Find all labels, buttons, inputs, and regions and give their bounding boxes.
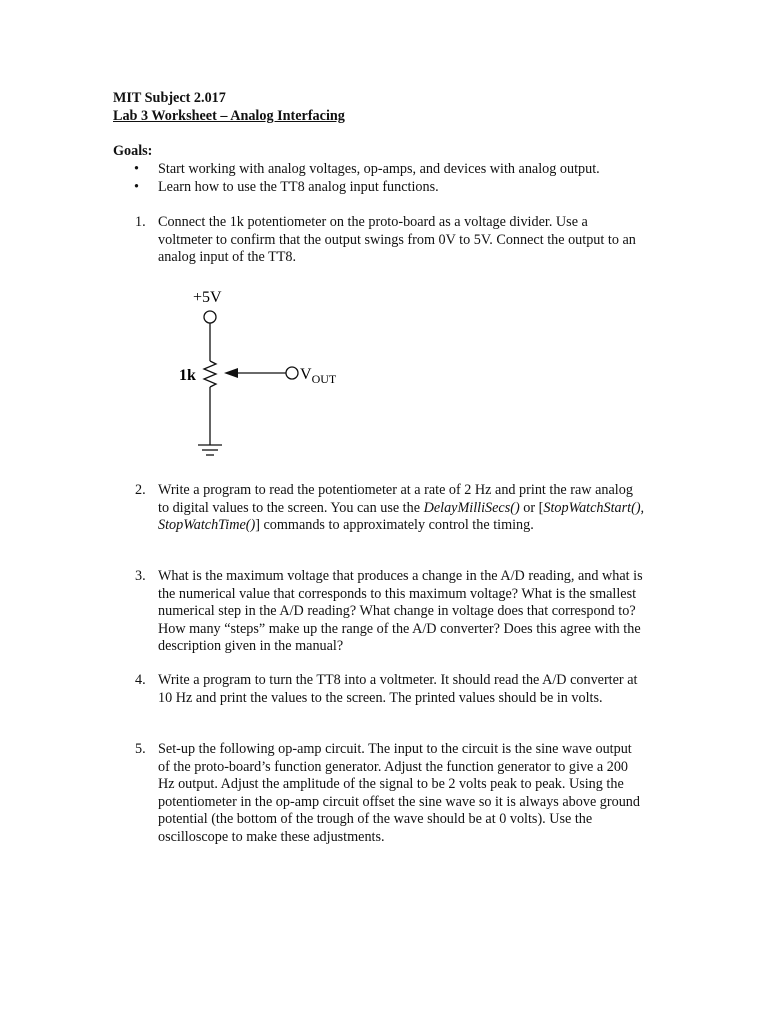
step-text: Write a program to turn the TT8 into a voltmeter. It should read the A/D converter at 10 Hz and print the values to the screen. The printed values should be in volts.: [158, 672, 638, 706]
supply-terminal: [204, 311, 216, 323]
step-number: 2.: [135, 482, 146, 498]
goal-item: [134, 179, 439, 197]
document-title: MIT Subject 2.017: [113, 90, 226, 106]
step-text: [158, 482, 645, 535]
step-text: What is the maximum voltage that produces a change in the A/D reading, and what is the numerical value that corresponds to this maximum voltage? What is the smallest numerical step in the A/D reading? What change in voltage does that correspond to? How many “steps” make up the range of the A/D converter? Does this agree with the description given in the manual?: [158, 568, 643, 655]
goal-text: Start working with analog voltages, op-amps, and devices with analog output.: [158, 161, 600, 177]
output-terminal: [286, 367, 298, 379]
bullet-icon: •: [134, 179, 139, 195]
goal-item: [134, 161, 600, 179]
output-label: $V_{OUT}$: [300, 366, 337, 386]
step-4: [135, 672, 645, 707]
goal-text: Learn how to use the TT8 analog input functions.: [158, 179, 439, 195]
step-number: 4.: [135, 672, 146, 688]
resistor-icon: [204, 361, 216, 387]
step-text-part: or [: [519, 499, 544, 516]
wiper-arrow-icon: [224, 368, 238, 378]
step-5: [135, 741, 645, 847]
step-2: [135, 482, 645, 535]
goals-heading: Goals:: [113, 143, 153, 159]
document-subtitle: Lab 3 Worksheet – Analog Interfacing: [113, 108, 345, 124]
resistor-label: 1k: [179, 367, 196, 384]
step-text: Set-up the following op-amp circuit. The input to the circuit is the sine wave output of the proto-board’s function generator. Adjust the function generator to give a 200 Hz output. Adjust the amplitude of the signal to be 2 volts peak to peak. Using the potentiometer in the op-amp circuit offset the sine wave so it is always above ground potential (the bottom of the trough of the wave should be at 0 volts). Use the oscilloscope to make these adjustments.: [158, 741, 640, 845]
step-number: 3.: [135, 568, 146, 584]
step-text: Connect the 1k potentiometer on the proto-board as a voltage divider. Use a voltmeter to confirm that the output swings from 0V to 5V. Connect the output to an analog input of the TT8.: [158, 214, 636, 266]
step-number: 1.: [135, 214, 146, 230]
supply-label: +5V: [193, 289, 222, 306]
step-1: [135, 214, 645, 267]
function-name: StopWatchStart(), StopWatchTime(): [158, 499, 645, 534]
step-number: 5.: [135, 741, 146, 757]
step-3: [135, 568, 645, 656]
voltage-divider-circuit: [160, 283, 360, 468]
bullet-icon: •: [134, 161, 139, 177]
step-text-part: Write a program to read the potentiometer at a rate of 2 Hz and print the raw analog to digital values to the screen. You can use the: [158, 482, 633, 516]
function-name: DelayMilliSecs(): [423, 499, 520, 516]
step-text-part: ] commands to approximately control the timing.: [255, 517, 534, 534]
